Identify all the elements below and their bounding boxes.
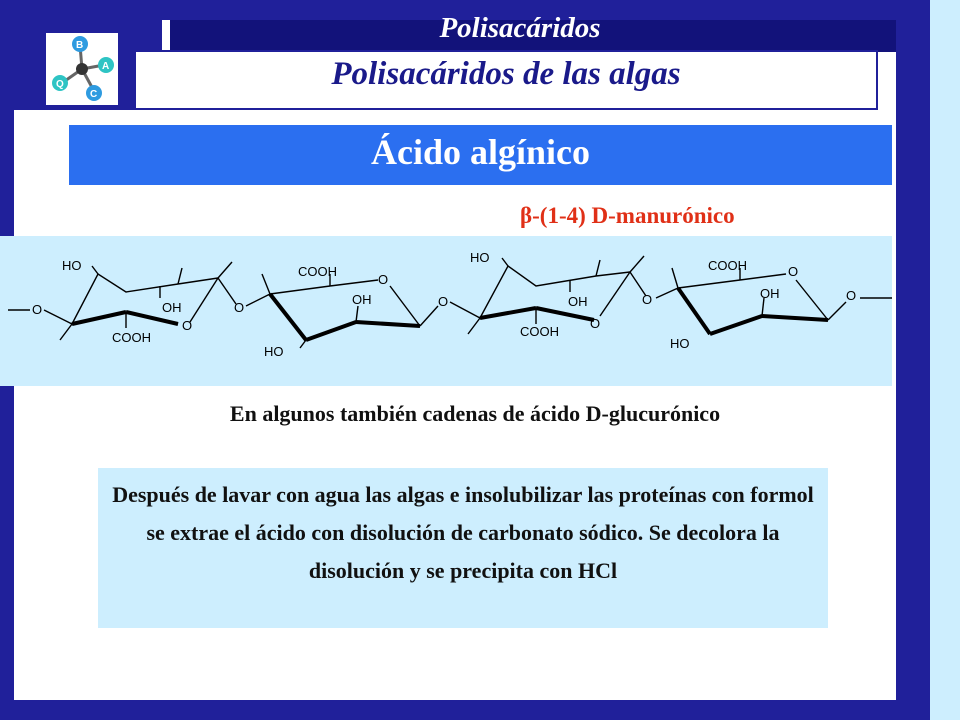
linkage-label <box>520 203 735 229</box>
atom-oh: OH <box>760 286 780 301</box>
atom-o: O <box>590 316 601 331</box>
atom-oh: OH <box>568 294 588 309</box>
atom-cooh: COOH <box>520 324 559 339</box>
atom-cooh: COOH <box>112 330 151 345</box>
logo-letter-b: B <box>76 40 84 51</box>
description-text: Después de lavar con agua las algas e insolubilizar las proteínas con formol se extrae el ácido con disolución de carbonato sódico. Se decolora la disolución y se precipita con HCl <box>112 482 814 583</box>
atom-o: O <box>846 288 857 303</box>
beta-symbol: β <box>520 203 533 228</box>
atom-o: O <box>788 264 799 279</box>
linkage-text: -(1-4) D-manurónico <box>532 203 735 228</box>
frame-right <box>896 20 930 720</box>
note-text: En algunos también cadenas de ácido D-glucurónico <box>229 401 721 426</box>
logo-letter-q: Q <box>56 79 64 90</box>
logo-letter-a: A <box>102 61 110 72</box>
molecule-logo-icon <box>46 33 118 105</box>
atom-ho: HO <box>670 336 690 351</box>
right-strip <box>930 0 960 720</box>
atom-o: O <box>642 292 653 307</box>
alginate-structure-diagram <box>0 236 892 386</box>
atom-ho: HO <box>62 258 82 273</box>
atom-o: O <box>378 272 389 287</box>
atom-oh: OH <box>352 292 372 307</box>
frame-bottom <box>0 700 930 720</box>
atom-cooh: COOH <box>298 264 337 279</box>
banner-title: Ácido algínico <box>370 132 590 172</box>
atom-o: O <box>234 300 245 315</box>
atom-o: O <box>32 302 43 317</box>
atom-o: O <box>438 294 449 309</box>
atom-ho: HO <box>470 250 490 265</box>
logo-letter-c: C <box>90 89 98 100</box>
section-title: Polisacáridos <box>439 12 601 44</box>
logo <box>46 33 118 105</box>
atom-oh: OH <box>162 300 182 315</box>
atom-o: O <box>182 318 193 333</box>
slide-title: Polisacáridos de las algas <box>331 56 681 92</box>
atom-cooh: COOH <box>708 258 747 273</box>
atom-ho: HO <box>264 344 284 359</box>
structure-panel <box>0 236 892 386</box>
